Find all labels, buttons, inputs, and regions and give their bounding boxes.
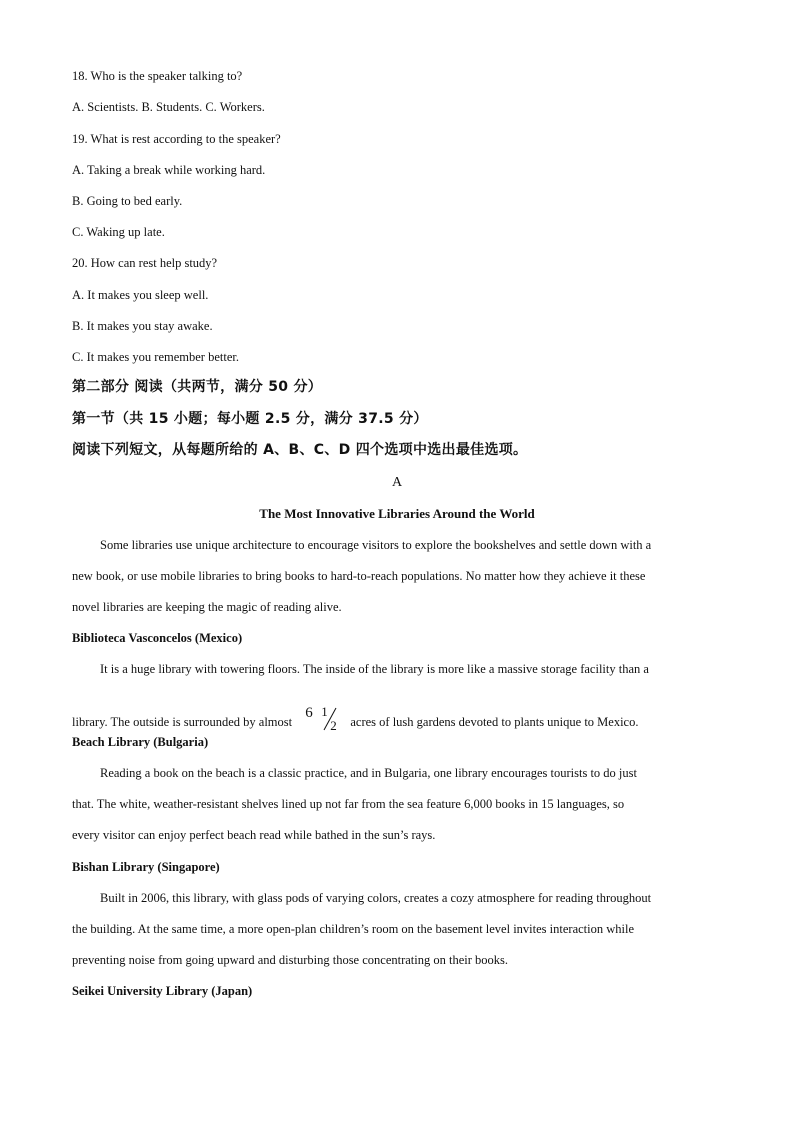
library-heading-mexico: Biblioteca Vasconcelos (Mexico) [72, 631, 243, 645]
bulgaria-line-1: Reading a book on the beach is a classic practice, and in Bulgaria, one library encourages tourists to do just [100, 766, 637, 780]
question-20: 20. How can rest help study? [72, 256, 218, 270]
bulgaria-line-3: every visitor can enjoy perfect beach read while bathed in the sun’s rays. [72, 828, 436, 842]
question-20-option-c: C. It makes you remember better. [72, 350, 239, 364]
singapore-line-1: Built in 2006, this library, with glass pods of varying colors, creates a cozy atmosphere for reading throughout [100, 891, 652, 905]
mexico-line-2 [72, 706, 732, 736]
intro-line-2: new book, or use mobile libraries to bring books to hard-to-reach populations. No matter how they achieve it these [72, 569, 646, 583]
bulgaria-line-2: that. The white, weather-resistant shelves lined up not far from the sea feature 6,000 books in 15 languages, so [72, 797, 625, 811]
section-one-heading: 第一节（共 15 小题；每小题 2.5 分，满分 37.5 分） [72, 411, 428, 427]
question-19-option-b: B. Going to bed early. [72, 194, 183, 208]
question-18-options: A. Scientists. B. Students. C. Workers. [72, 100, 265, 114]
question-18: 18. Who is the speaker talking to? [72, 69, 243, 83]
library-heading-bulgaria: Beach Library (Bulgaria) [72, 735, 209, 749]
passage-title: The Most Innovative Libraries Around the World [259, 506, 535, 521]
singapore-line-3: preventing noise from going upward and disturbing those concentrating on their books. [72, 953, 509, 967]
library-heading-singapore: Bishan Library (Singapore) [72, 860, 220, 874]
mexico-line-2-before: library. The outside is surrounded by almost [72, 715, 293, 729]
part-two-heading: 第二部分 阅读（共两节，满分 50 分） [72, 379, 323, 395]
question-20-option-a: A. It makes you sleep well. [72, 288, 209, 302]
passage-letter: A [391, 475, 403, 490]
fraction-denominator: 2 [330, 718, 337, 733]
fraction-numerator: 1 [321, 704, 328, 719]
question-19-option-c: C. Waking up late. [72, 225, 165, 239]
question-20-option-b: B. It makes you stay awake. [72, 319, 213, 333]
mixed-fraction [299, 706, 343, 736]
mexico-line-2-after: acres of lush gardens devoted to plants unique to Mexico. [350, 715, 639, 729]
singapore-line-2: the building. At the same time, a more open-plan children’s room on the basement level invites interaction while [72, 922, 635, 936]
library-heading-japan: Seikei University Library (Japan) [72, 984, 253, 998]
question-19-option-a: A. Taking a break while working hard. [72, 163, 266, 177]
question-19: 19. What is rest according to the speaker? [72, 132, 281, 146]
fraction-whole: 6 [305, 705, 313, 721]
intro-line-3: novel libraries are keeping the magic of reading alive. [72, 600, 342, 614]
reading-instruction: 阅读下列短文，从每题所给的 A、B、C、D 四个选项中选出最佳选项。 [72, 442, 528, 458]
mexico-line-1: It is a huge library with towering floors. The inside of the library is more like a massive storage facility than a [100, 662, 649, 676]
intro-line-1: Some libraries use unique architecture to encourage visitors to explore the bookshelves and settle down with a [100, 538, 652, 552]
